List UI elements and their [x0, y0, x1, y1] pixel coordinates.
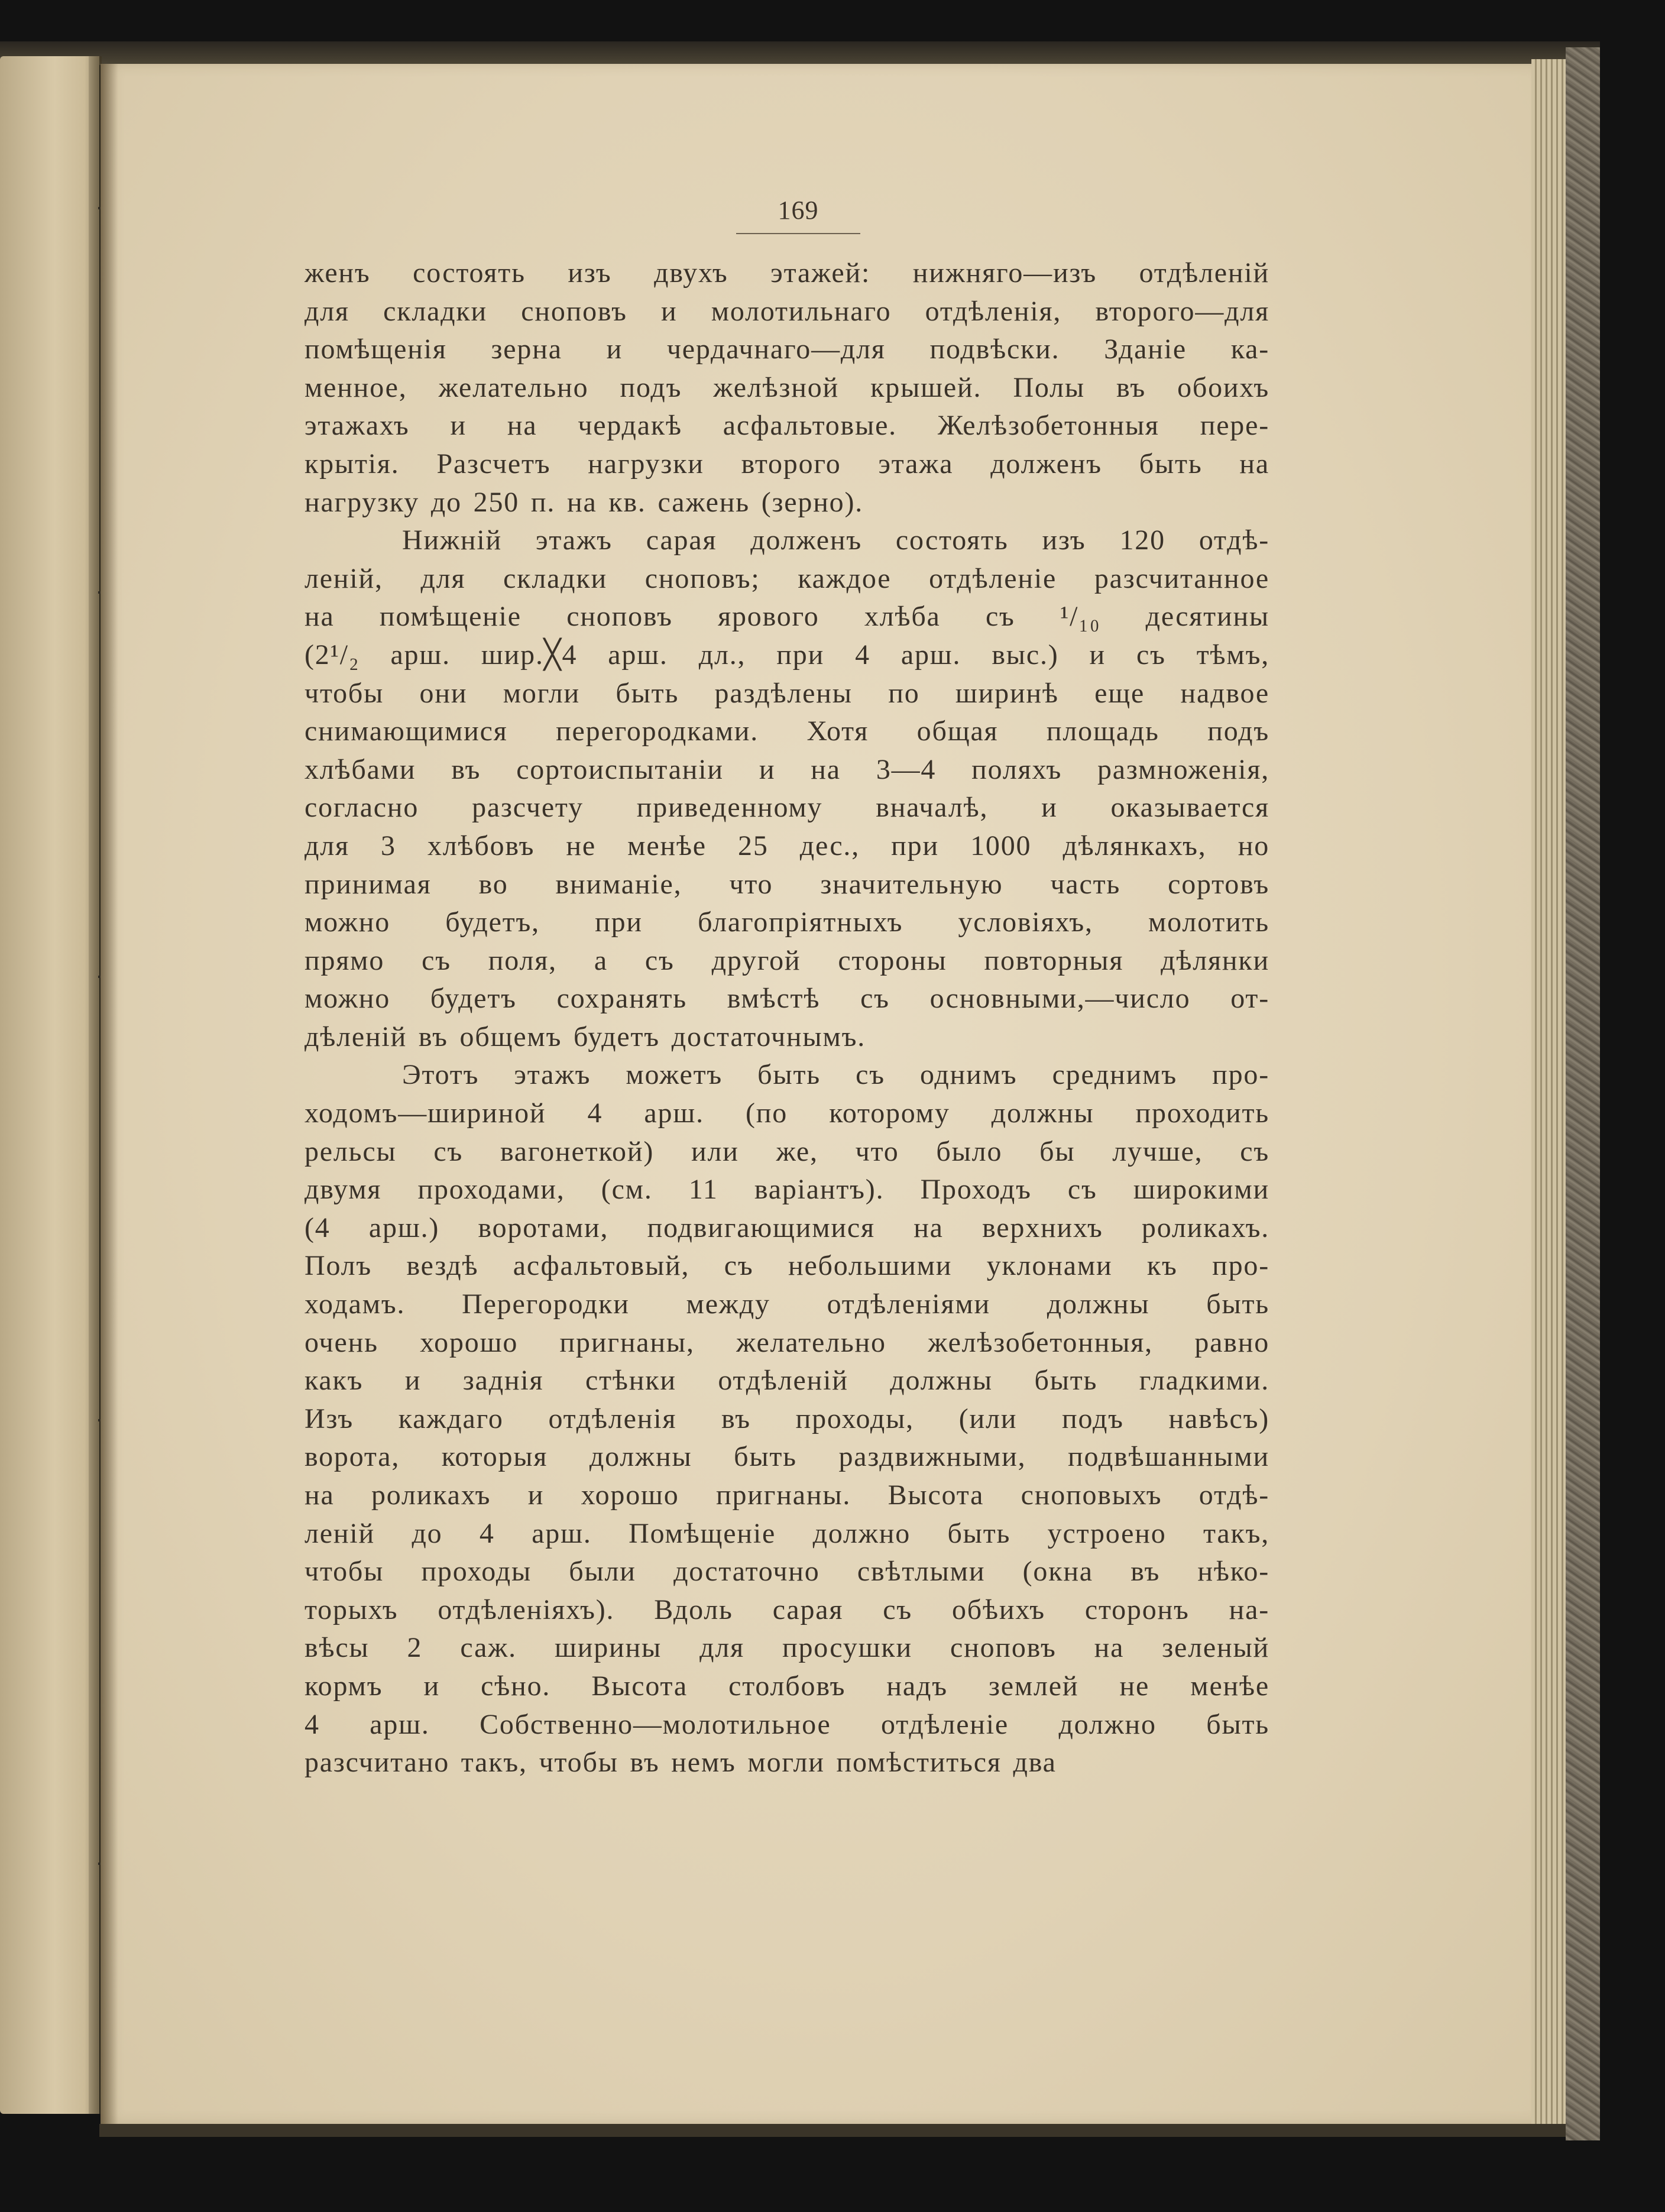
text-line: крытiя. Разсчетъ нагрузки второго этажа долженъ быть на — [305, 448, 1269, 480]
text-line: чтобы они могли быть раздѣлены по ширинѣ еще надвое — [305, 677, 1269, 709]
text-line: (4 арш.) воротами, подвигающимися на верхнихъ роликахъ. — [305, 1212, 1269, 1243]
text-line: менное, желательно подъ желѣзной крышей. Полы въ обоихъ — [305, 371, 1269, 403]
text-line: какъ и заднiя стѣнки отдѣленiй должны быть гладкими. — [305, 1365, 1269, 1397]
page-number: 169 — [778, 196, 819, 225]
text-line: помѣщенiя зерна и чердачнаго—для подвѣски. Зданiе ка- — [305, 333, 1269, 365]
text-line: на помѣщенiе сноповъ ярового хлѣба съ ¹/₁₀ десятины — [305, 601, 1269, 633]
text-line: ходомъ—шириной 4 арш. (по которому должны проходить — [305, 1097, 1269, 1129]
text-line: кормъ и сѣно. Высота столбовъ надъ землей не менѣе — [305, 1670, 1269, 1702]
text-line: Полъ вездѣ асфальтовый, съ небольшими уклонами къ про- — [305, 1250, 1269, 1282]
gutter-shadow — [101, 64, 118, 2124]
text-line: Изъ каждаго отдѣленiя въ проходы, (или подъ навѣсъ) — [305, 1403, 1269, 1434]
text-line: можно будетъ сохранять вмѣстѣ съ основными,—число от- — [305, 983, 1269, 1015]
page-number-rule — [736, 233, 860, 234]
text-line: (2¹/₂ арш. шир.╳4 арш. дл., при 4 арш. выс.) и съ тѣмъ, — [305, 639, 1269, 671]
text-line: ворота, которыя должны быть раздвижными, подвѣшанными — [305, 1441, 1269, 1473]
text-line: ленiй, для складки сноповъ; каждое отдѣленiе разсчитанное — [305, 562, 1269, 594]
text-line: разсчитано такъ, чтобы въ немъ могли помѣститься два — [305, 1747, 1057, 1779]
text-line: этажахъ и на чердакѣ асфальтовые. Желѣзобетонныя пере- — [305, 410, 1269, 442]
book-spine-shadow — [89, 56, 102, 2114]
left-facing-page — [0, 56, 99, 2114]
text-line: двумя проходами, (см. 11 варiантъ). Проходъ съ широкими — [305, 1174, 1269, 1206]
text-line: согласно разсчету приведенному вначалѣ, и оказывается — [305, 792, 1269, 824]
text-line: Нижнiй этажъ сарая долженъ состоять изъ 120 отдѣ- — [402, 524, 1269, 556]
text-line: снимающимися перегородками. Хотя общая площадь подъ — [305, 715, 1269, 747]
paragraph — [305, 1056, 1269, 1782]
text-line: вѣсы 2 саж. ширины для просушки сноповъ на зеленый — [305, 1632, 1269, 1664]
text-line: очень хорошо пригнаны, желательно желѣзобетонныя, равно — [305, 1326, 1269, 1358]
text-line: для складки сноповъ и молотильнаго отдѣленiя, второго—для — [305, 295, 1269, 327]
text-line: принимая во вниманiе, что значительную часть сортовъ — [305, 868, 1269, 900]
page-block-edges — [1531, 59, 1566, 2129]
text-line: хлѣбами въ сортоиспытанiи и на 3—4 поляхъ размноженiя, — [305, 753, 1269, 785]
text-line: чтобы проходы были достаточно свѣтлыми (окна въ нѣко- — [305, 1556, 1269, 1588]
text-line: можно будетъ, при благопрiятныхъ условiяхъ, молотить — [305, 906, 1269, 938]
text-line: 4 арш. Собственно—молотильное отдѣленiе должно быть — [305, 1708, 1269, 1740]
text-line: на роликахъ и хорошо пригнаны. Высота сноповыхъ отдѣ- — [305, 1479, 1269, 1511]
text-line: женъ состоять изъ двухъ этажей: нижняго—изъ отдѣленiй — [305, 257, 1269, 289]
text-line: ходамъ. Перегородки между отдѣленiями должны быть — [305, 1288, 1269, 1320]
book-top-edge — [0, 41, 1600, 65]
text-line: прямо съ поля, а съ другой стороны повторныя дѣлянки — [305, 944, 1269, 976]
paragraph — [305, 522, 1269, 1056]
text-line: нагрузку до 250 п. на кв. сажень (зерно). — [305, 486, 864, 518]
text-line: для 3 хлѣбовъ не менѣе 25 дес., при 1000 дѣлянкахъ, но — [305, 830, 1269, 862]
text-line: дѣленiй въ общемъ будетъ достаточнымъ. — [305, 1021, 866, 1052]
text-line: Этотъ этажъ можетъ быть съ однимъ среднимъ про- — [402, 1059, 1269, 1091]
paragraph — [305, 254, 1269, 522]
text-line: ленiй до 4 арш. Помѣщенiе должно быть устроено такъ, — [305, 1517, 1269, 1549]
book-cover-board — [1566, 47, 1600, 2140]
book-bottom-edge — [99, 2124, 1566, 2137]
text-line: рельсы съ вагонеткой) или же, что было бы лучше, съ — [305, 1135, 1269, 1167]
body-text — [305, 254, 1269, 1782]
text-line: торыхъ отдѣленiяхъ). Вдоль сарая съ обѣихъ сторонъ на- — [305, 1594, 1269, 1625]
